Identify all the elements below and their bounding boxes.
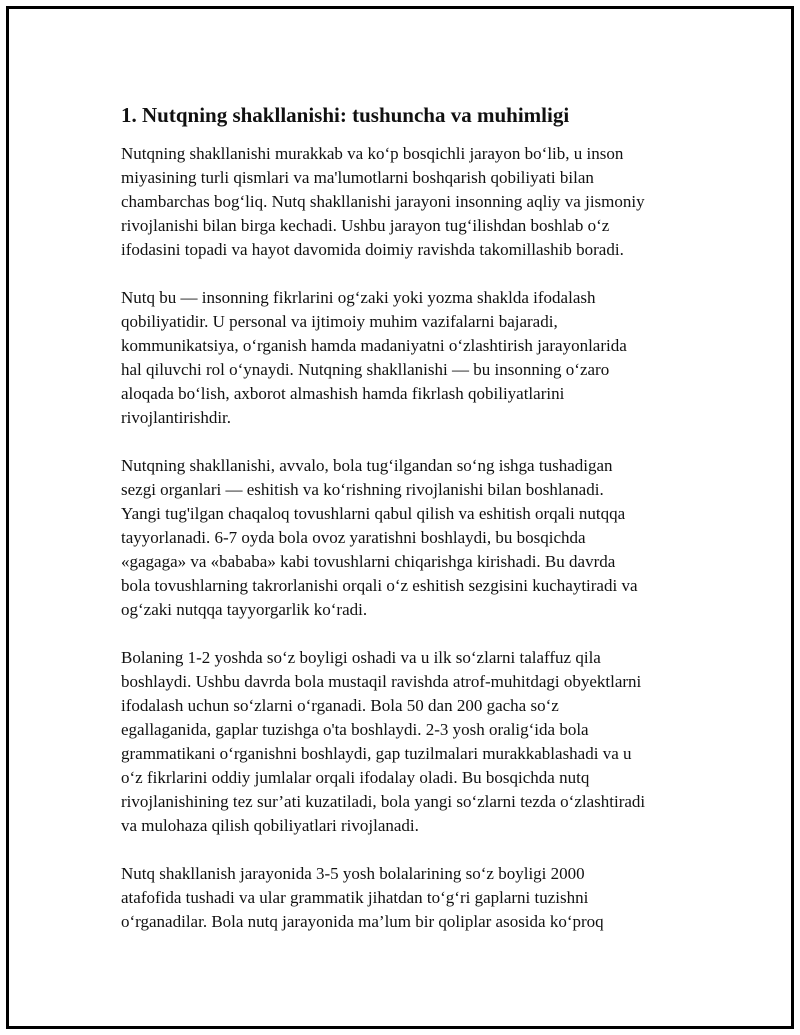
text-line: atafofida tushadi va ular grammatik jihatdan to‘g‘ri gaplarni tuzishni <box>121 888 589 907</box>
text-line: grammatikani o‘rganishni boshlaydi, gap tuzilmalari murakkablashadi va u <box>121 744 632 763</box>
paragraph-5 <box>121 862 701 934</box>
paragraph-1 <box>121 142 701 262</box>
text-line: rivojlanishi bilan birga kechadi. Ushbu jarayon tug‘ilishdan boshlab o‘z <box>121 216 610 235</box>
section-heading: 1. Nutqning shakllanishi: tushuncha va muhimligi <box>121 103 570 127</box>
paragraph-2 <box>121 286 701 430</box>
text-line: rivojlanishining tez sur’ati kuzatiladi, bola yangi so‘zlarni tezda o‘zlashtiradi <box>121 792 646 811</box>
text-line: aloqada bo‘lish, axborot almashish hamda fikrlash qobiliyatlarini <box>121 384 565 403</box>
text-line: Nutq shakllanish jarayonida 3-5 yosh bolalarining so‘z boyligi 2000 <box>121 864 585 883</box>
text-line: Yangi tug'ilgan chaqaloq tovushlarni qabul qilish va eshitish orqali nutqqa <box>121 504 626 523</box>
text-line: ifodalash uchun so‘zlarni o‘rganadi. Bola 50 dan 200 gacha so‘z <box>121 696 559 715</box>
text-line: kommunikatsiya, o‘rganish hamda madaniyatni o‘zlashtirish jarayonlarida <box>121 336 627 355</box>
paragraph-3 <box>121 454 701 622</box>
text-line: qobiliyatidir. U personal va ijtimoiy muhim vazifalarni bajaradi, <box>121 312 558 331</box>
document-body <box>121 101 701 958</box>
text-line: og‘zaki nutqqa tayyorgarlik ko‘radi. <box>121 600 368 619</box>
text-line: boshlaydi. Ushbu davrda bola mustaqil ravishda atrof-muhitdagi obyektlarni <box>121 672 642 691</box>
text-line: Nutqning shakllanishi murakkab va ko‘p bosqichli jarayon bo‘lib, u inson <box>121 144 624 163</box>
text-line: Bolaning 1-2 yoshda so‘z boyligi oshadi va u ilk so‘zlarni talaffuz qila <box>121 648 601 667</box>
text-line: Nutqning shakllanishi, avvalo, bola tug‘ilgandan so‘ng ishga tushadigan <box>121 456 613 475</box>
text-line: bola tovushlarning takrorlanishi orqali o‘z eshitish sezgisini kuchaytiradi va <box>121 576 638 595</box>
text-line: miyasining turli qismlari va ma'lumotlarni boshqarish qobiliyati bilan <box>121 168 594 187</box>
text-line: tayyorlanadi. 6-7 oyda bola ovoz yaratishni boshlaydi, bu bosqichda <box>121 528 586 547</box>
text-line: egallaganida, gaplar tuzishga o'ta boshlaydi. 2-3 yosh oralig‘ida bola <box>121 720 589 739</box>
text-line: o‘rganadilar. Bola nutq jarayonida ma’lum bir qoliplar asosida ko‘proq <box>121 912 604 931</box>
text-line: ifodasini topadi va hayot davomida doimiy ravishda takomillashib boradi. <box>121 240 624 259</box>
text-line: va mulohaza qilish qobiliyatlari rivojlanadi. <box>121 816 419 835</box>
page-frame <box>6 6 794 1029</box>
text-line: rivojlantirishdir. <box>121 408 232 427</box>
text-line: chambarchas bog‘liq. Nutq shakllanishi jarayoni insonning aqliy va jismoniy <box>121 192 645 211</box>
text-line: «gagaga» va «bababa» kabi tovushlarni chiqarishga kirishadi. Bu davrda <box>121 552 616 571</box>
text-line: o‘z fikrlarini oddiy jumlalar orqali ifodalay oladi. Bu bosqichda nutq <box>121 768 590 787</box>
text-line: sezgi organlari — eshitish va ko‘rishning rivojlanishi bilan boshlanadi. <box>121 480 604 499</box>
text-line: hal qiluvchi rol o‘ynaydi. Nutqning shakllanishi — bu insonning o‘zaro <box>121 360 610 379</box>
text-line: Nutq bu — insonning fikrlarini og‘zaki yoki yozma shaklda ifodalash <box>121 288 596 307</box>
paragraph-4 <box>121 646 701 838</box>
